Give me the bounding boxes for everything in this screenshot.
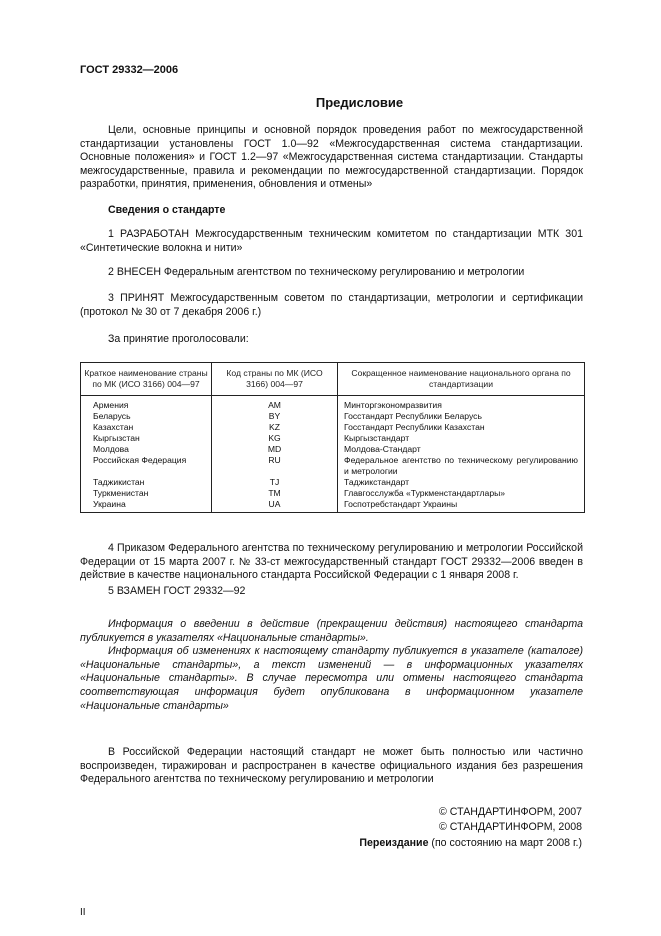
code-cell: TM	[212, 488, 338, 499]
country-cell: Молдова	[81, 444, 212, 455]
body-cell: Молдова-Стандарт	[338, 444, 585, 455]
country-cell: Российская Федерация	[81, 455, 212, 477]
copyright-notice: В Российской Федерации настоящий стандарт не может быть полностью или частично воспроизведен, тиражирован и распространен в качестве официального издания без разрешения Федерального агентства по техническому регулированию и метрологии	[80, 746, 583, 786]
item-2: 2 ВНЕСЕН Федеральным агентством по техническому регулированию и метрологии	[108, 266, 525, 278]
code-cell: MD	[212, 444, 338, 455]
page-number: II	[80, 907, 86, 918]
body-cell: Таджикстандарт	[338, 477, 585, 488]
body-cell: Госстандарт Республики Казахстан	[338, 422, 585, 433]
item-5: 5 ВЗАМЕН ГОСТ 29332—92	[108, 585, 246, 597]
item-4: 4 Приказом Федерального агентства по техническому регулированию и метрологии Российской Федерации от 15 марта 2007 г. № 33-ст межгосударственный стандарт ГОСТ 29332—2006 введен в действие в качестве национального стандарта Российской Федерации с 1 января 2008 г.	[80, 542, 583, 582]
voting-table	[80, 362, 585, 513]
table-row	[81, 422, 585, 433]
table-row	[81, 444, 585, 455]
body-cell: Главгосслужба «Туркменстандартлары»	[338, 488, 585, 499]
body-cell: Федеральное агентство по техническому регулированию и метрологии	[338, 455, 585, 477]
body-cell: Минторгэкономразвития	[338, 396, 585, 412]
reissue-label: Переиздание	[359, 837, 429, 849]
reissue-date: (по состоянию на март 2008 г.)	[428, 837, 582, 849]
italic-info	[80, 618, 583, 713]
country-cell: Беларусь	[81, 411, 212, 422]
info-heading: Сведения о стандарте	[108, 204, 226, 216]
table-row	[81, 477, 585, 488]
country-cell: Казахстан	[81, 422, 212, 433]
code-cell: KZ	[212, 422, 338, 433]
code-cell: BY	[212, 411, 338, 422]
country-cell: Украина	[81, 499, 212, 513]
col-header-body: Сокращенное наименование национального органа по стандартизации	[338, 363, 585, 396]
country-cell: Таджикистан	[81, 477, 212, 488]
italic-para-1: Информация о введении в действие (прекращении действия) настоящего стандарта публикуется в указателях «Национальные стандарты».	[80, 618, 583, 644]
table-row	[81, 433, 585, 444]
country-cell: Кыргызстан	[81, 433, 212, 444]
item-3: 3 ПРИНЯТ Межгосударственным советом по стандартизации, метрологии и сертификации (протокол № 30 от 7 декабря 2006 г.)	[80, 292, 583, 318]
document-header: ГОСТ 29332—2006	[80, 64, 179, 76]
item-1: 1 РАЗРАБОТАН Межгосударственным техническим комитетом по стандартизации МТК 301 «Синтетические волокна и нити»	[80, 228, 583, 254]
code-cell: RU	[212, 455, 338, 477]
col-header-code: Код страны по МК (ИСО 3166) 004—97	[212, 363, 338, 396]
copyright-2007: © СТАНДАРТИНФОРМ, 2007	[439, 806, 582, 818]
code-cell: TJ	[212, 477, 338, 488]
voted-label: За принятие проголосовали:	[108, 333, 249, 345]
table-row	[81, 411, 585, 422]
body-cell: Госпотребстандарт Украины	[338, 499, 585, 513]
body-cell: Кыргызстандарт	[338, 433, 585, 444]
code-cell: UA	[212, 499, 338, 513]
copyright-2008: © СТАНДАРТИНФОРМ, 2008	[439, 821, 582, 833]
table-row	[81, 499, 585, 513]
italic-para-2: Информация об изменениях к настоящему стандарту публикуется в указателе (каталоге) «Национальные стандарты», а текст изменений — в информационных указателях «Национальные стандарты». В случае пересмотра или отмены настоящего стандарта соответствующая информация будет опубликована в информационном указателе «Национальные стандарты»	[80, 645, 583, 712]
table-row	[81, 488, 585, 499]
body-cell: Госстандарт Республики Беларусь	[338, 411, 585, 422]
page-title: Предисловие	[315, 95, 404, 110]
code-cell: AM	[212, 396, 338, 412]
table-row	[81, 396, 585, 412]
table-row	[81, 455, 585, 477]
intro-paragraph: Цели, основные принципы и основной порядок проведения работ по межгосударственной стандартизации установлены ГОСТ 1.0—92 «Межгосударственная система стандартизации. Основные положения» и ГОСТ 1.2—97 «Межгосударственная система стандартизации. Стандарты межгосударственные, правила и рекомендации по межгосударственной стандартизации. Порядок разработки, принятия, применения, обновления и отмены»	[80, 124, 583, 191]
reissue-note	[359, 837, 582, 851]
country-cell: Армения	[81, 396, 212, 412]
country-cell: Туркменистан	[81, 488, 212, 499]
col-header-country: Краткое наименование страны по МК (ИСО 3166) 004—97	[81, 363, 212, 396]
code-cell: KG	[212, 433, 338, 444]
